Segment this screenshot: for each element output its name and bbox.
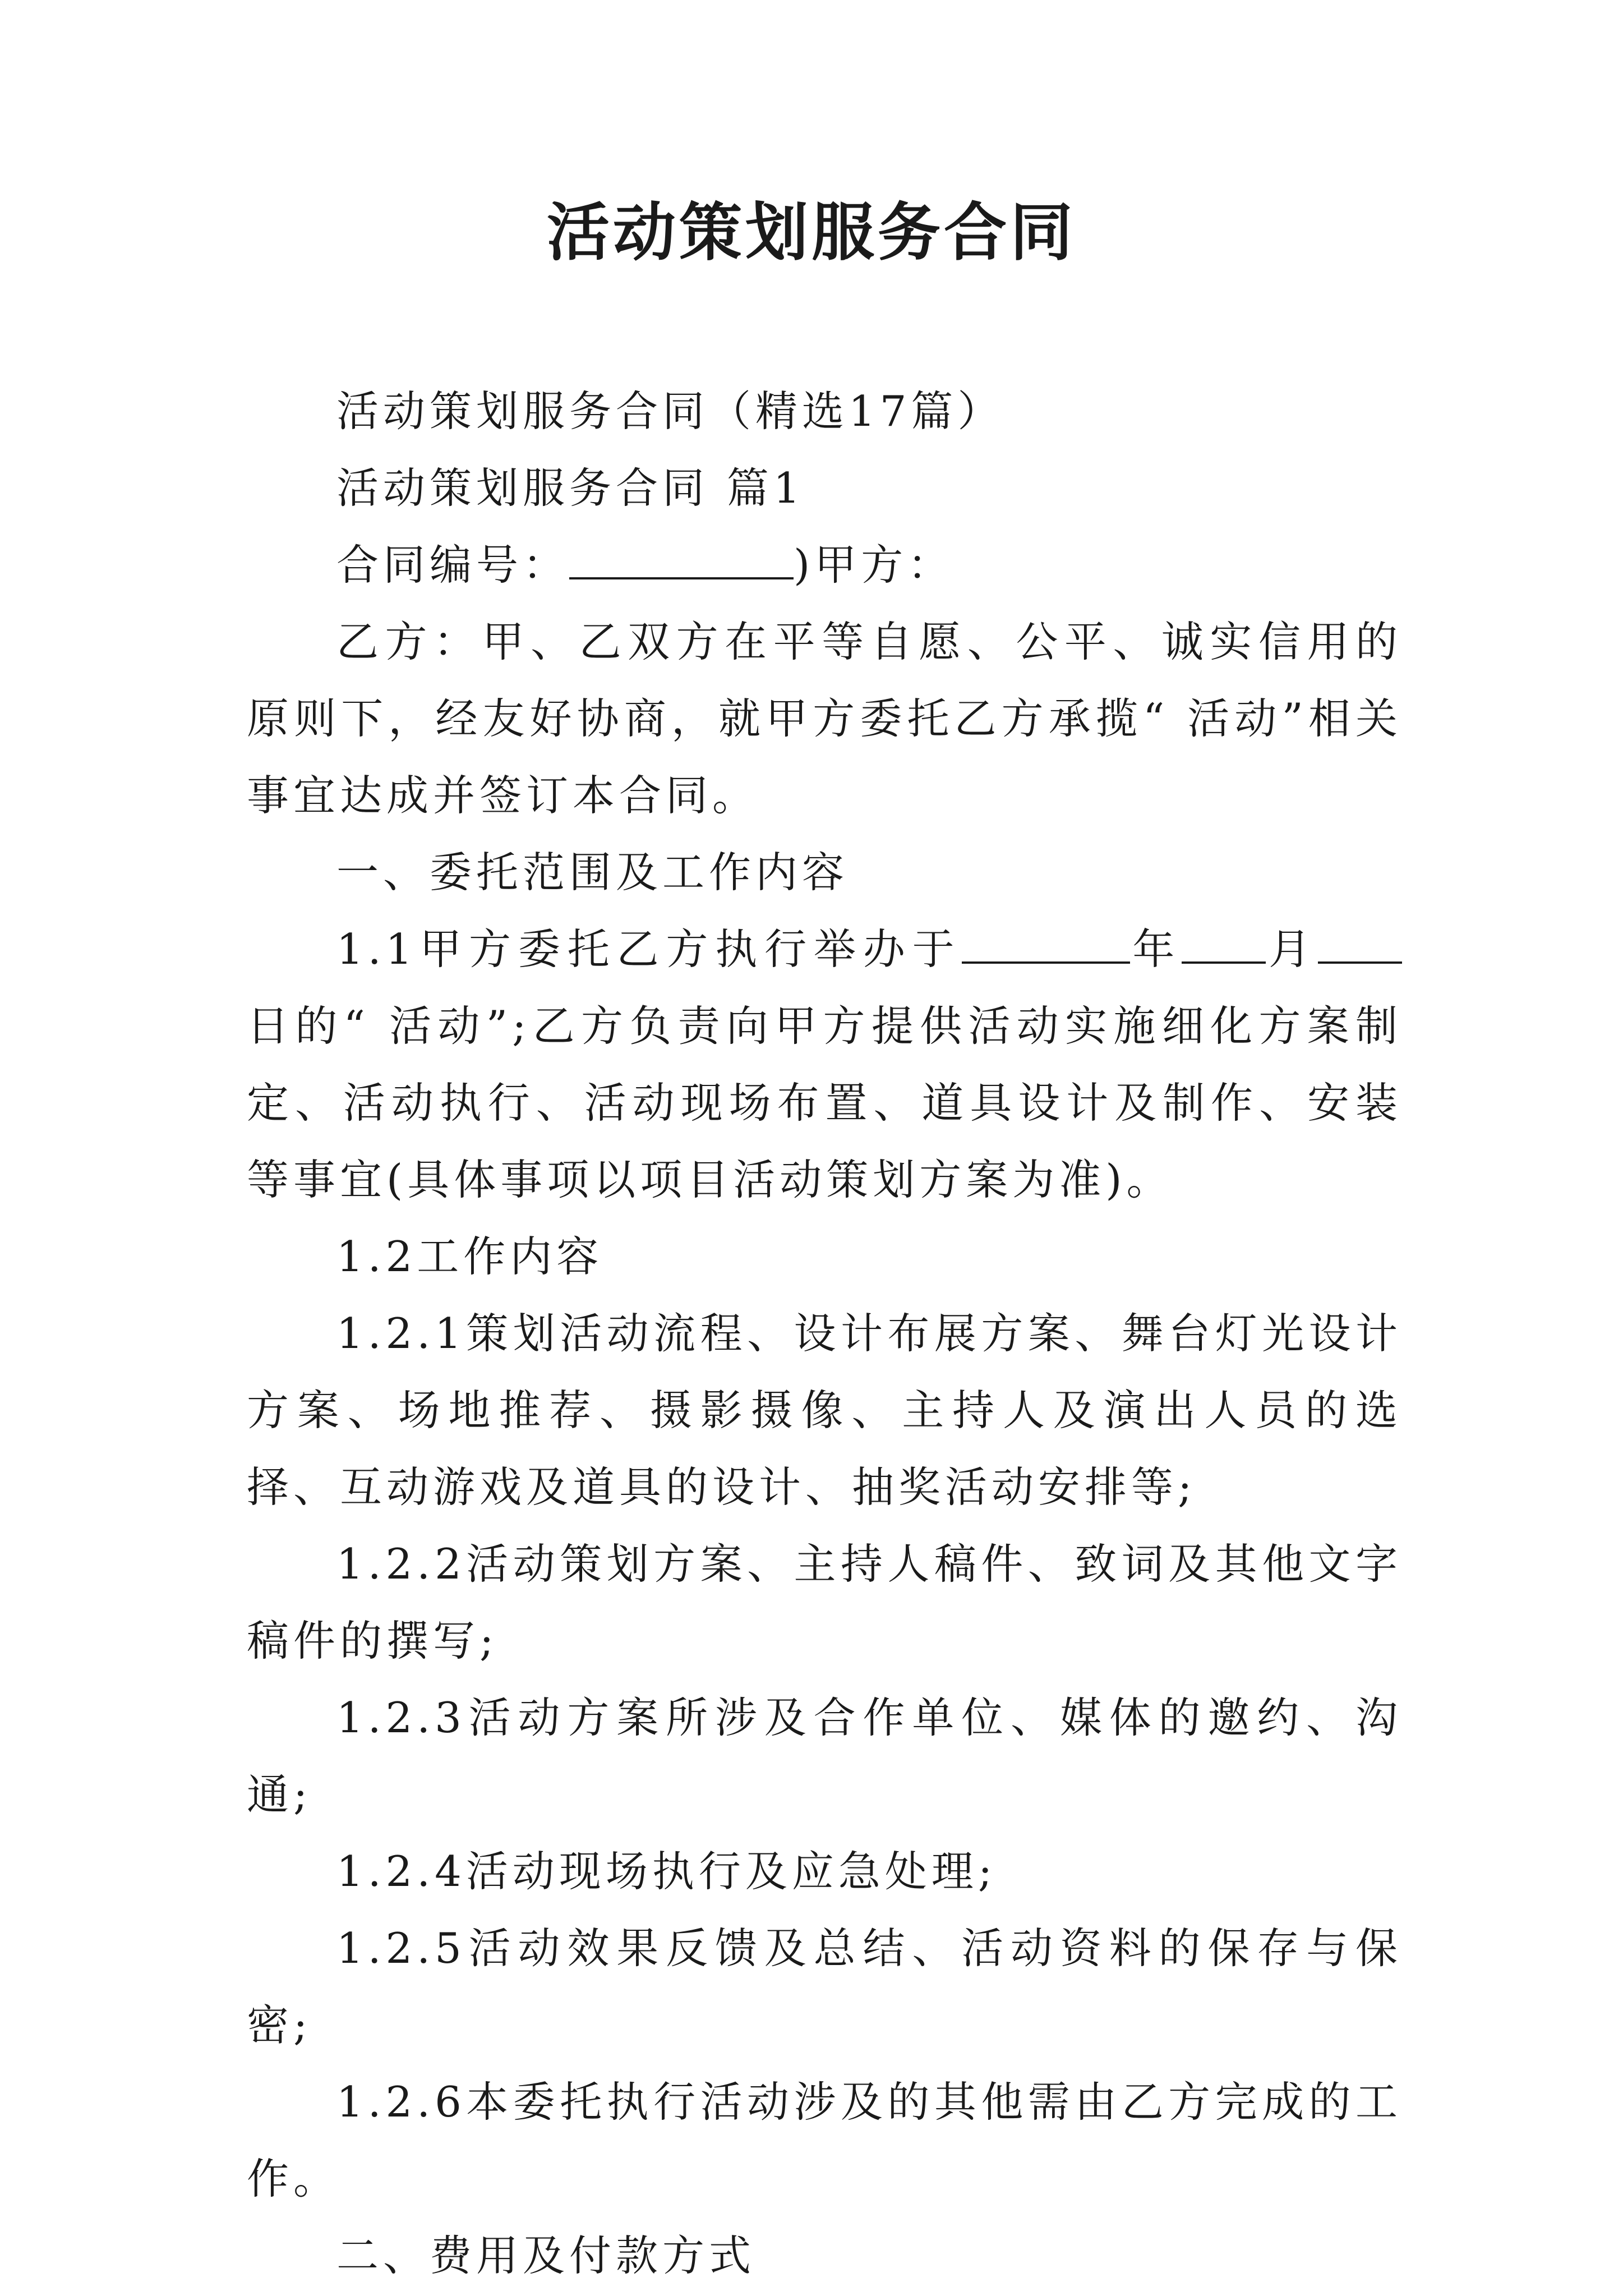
month-label: 月 bbox=[1266, 924, 1318, 974]
year-label: 年 bbox=[1129, 924, 1182, 974]
subtitle: 活动策划服务合同（精选17篇） bbox=[336, 386, 1004, 436]
clause-1-2-5: 1.2.5活动效果反馈及总结、活动资料的保存与保密; bbox=[247, 1924, 1402, 2050]
clause-1-2-2: 1.2.2活动策划方案、主持人稿件、致词及其他文字稿件的撰写; bbox=[247, 1539, 1402, 1665]
contract-number-label: 合同编号： bbox=[336, 540, 570, 590]
chapter-2-heading: 二、费用及付款方式 bbox=[336, 2231, 756, 2280]
clause-1-1 bbox=[247, 911, 1402, 1218]
clause-1-2-1: 1.2.1策划活动流程、设计布展方案、舞台灯光设计方案、场地推荐、摄影摄像、主持人及演出人员的选择、互动游戏及道具的设计、抽奖活动安排等; bbox=[247, 1309, 1402, 1512]
clause-1-2-6: 1.2.6本委托执行活动涉及的其他需由乙方完成的工作。 bbox=[247, 2077, 1402, 2203]
contract-number-blank bbox=[569, 542, 794, 579]
section-heading: 活动策划服务合同 篇1 bbox=[336, 463, 805, 513]
party-a-label: )甲方： bbox=[794, 540, 955, 590]
clause-1-1-rest: 日的“ 活动”;乙方负责向甲方提供活动实施细化方案制定、活动执行、活动现场布置、道具设计及制作、安装等事宜(具体事项以项目活动策划方案为准)。 bbox=[247, 1001, 1402, 1204]
chapter-1-heading: 一、委托范围及工作内容 bbox=[336, 848, 849, 897]
party-b-paragraph: 乙方：甲、乙双方在平等自愿、公平、诚实信用的原则下，经友好协商，就甲方委托乙方承揽“ 活动”相关事宜达成并签订本合同。 bbox=[247, 617, 1402, 820]
clause-1-2: 1.2工作内容 bbox=[336, 1232, 603, 1281]
clause-1-2-4: 1.2.4活动现场执行及应急处理; bbox=[336, 1847, 997, 1896]
clause-1-2-3: 1.2.3活动方案所涉及合作单位、媒体的邀约、沟通; bbox=[247, 1693, 1402, 1819]
clause-1-1-prefix: 1.1甲方委托乙方执行举办于 bbox=[336, 924, 962, 974]
document-body bbox=[247, 373, 1402, 2294]
day-blank bbox=[1318, 927, 1402, 964]
month-blank bbox=[1182, 927, 1266, 964]
document-title: 活动策划服务合同 bbox=[547, 196, 1076, 269]
contract-number-line bbox=[247, 527, 1402, 604]
year-blank bbox=[962, 927, 1130, 964]
